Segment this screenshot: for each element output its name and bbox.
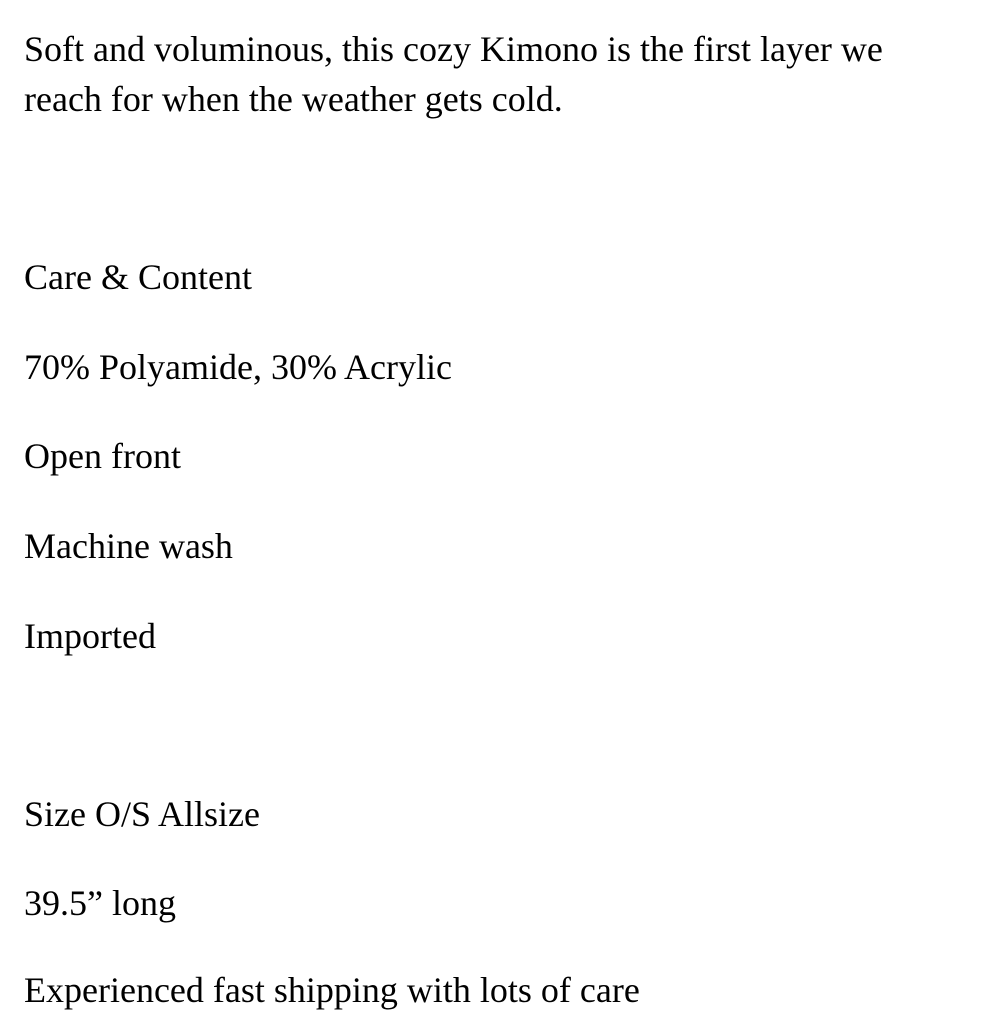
description-line-2: reach for when the weather gets cold. [24,79,563,119]
care-content-heading: Care & Content [24,257,252,297]
shipping-note: Experienced fast shipping with lots of care [24,970,640,1010]
feature-open-front: Open front [24,436,181,476]
care-instruction: Machine wash [24,526,233,566]
material-composition: 70% Polyamide, 30% Acrylic [24,347,452,387]
size-label: Size O/S Allsize [24,794,260,834]
description-line-1: Soft and voluminous, this cozy Kimono is the first layer we [24,29,883,69]
length-measurement: 39.5” long [24,883,176,923]
origin-imported: Imported [24,616,156,656]
